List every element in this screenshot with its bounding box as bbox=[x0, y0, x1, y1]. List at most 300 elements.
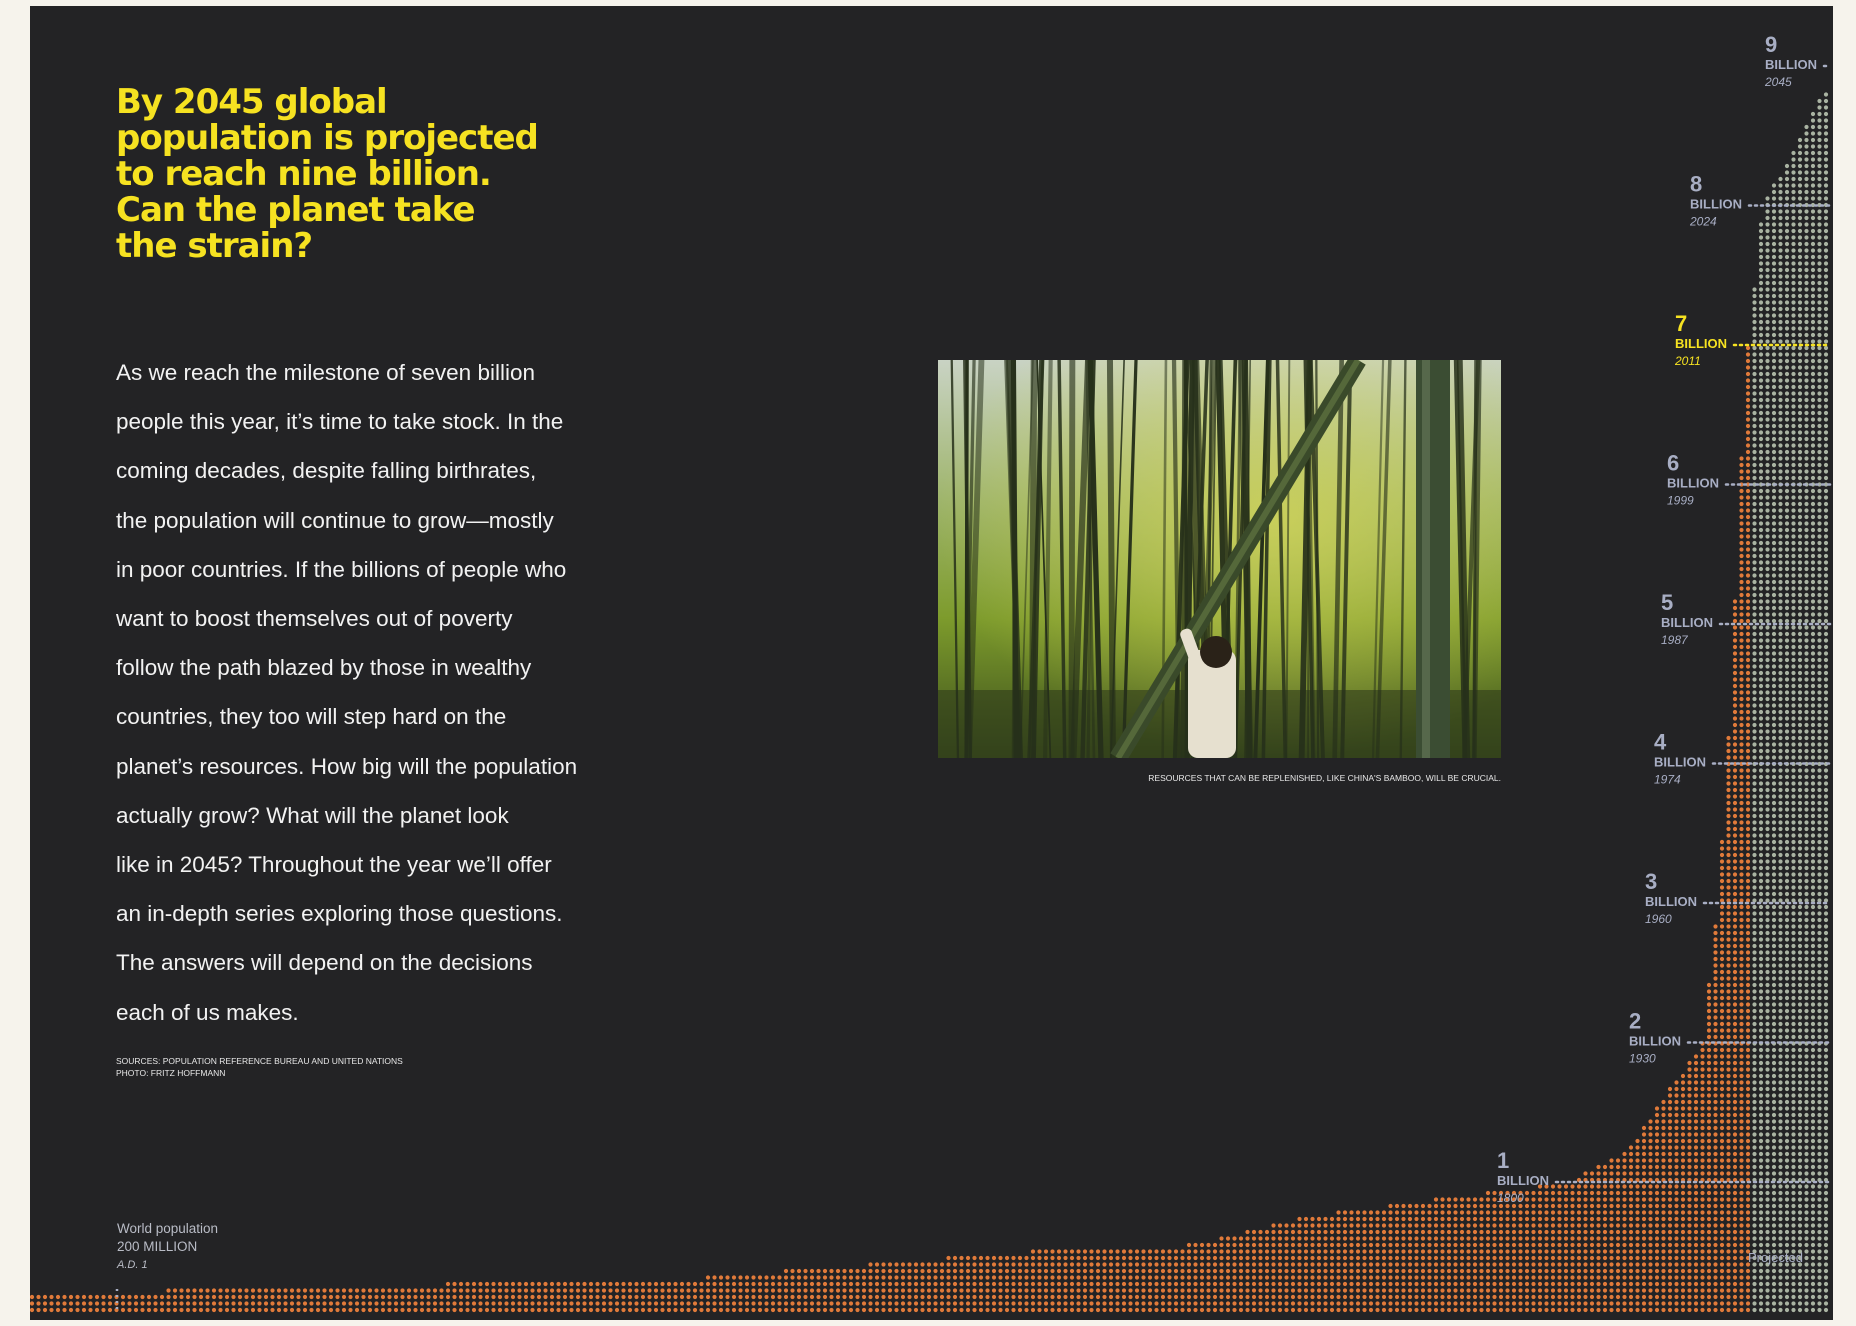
population-dot bbox=[1115, 1282, 1119, 1286]
population-dot bbox=[1811, 404, 1815, 408]
population-dot bbox=[95, 1308, 99, 1312]
population-dot bbox=[1804, 450, 1808, 454]
population-dot bbox=[1791, 411, 1795, 415]
population-dot bbox=[1746, 612, 1750, 616]
population-dot bbox=[1733, 677, 1737, 681]
population-dot bbox=[1759, 365, 1763, 369]
population-dot bbox=[1765, 638, 1769, 642]
population-dot bbox=[1772, 781, 1776, 785]
population-dot bbox=[1616, 1171, 1620, 1175]
population-dot bbox=[1219, 1308, 1223, 1312]
population-dot bbox=[1590, 1308, 1594, 1312]
population-dot bbox=[1739, 599, 1743, 603]
population-dot bbox=[1804, 1132, 1808, 1136]
population-dot bbox=[1752, 547, 1756, 551]
population-dot bbox=[1785, 1061, 1789, 1065]
population-dot bbox=[1603, 1275, 1607, 1279]
population-dot bbox=[1811, 346, 1815, 350]
population-dot bbox=[1518, 1236, 1522, 1240]
population-dot bbox=[972, 1308, 976, 1312]
photo-caption: RESOURCES THAT CAN BE REPLENISHED, LIKE CHINA'S BAMBOO, WILL BE CRUCIAL. bbox=[1148, 773, 1501, 783]
population-dot bbox=[875, 1275, 879, 1279]
population-dot bbox=[1720, 944, 1724, 948]
population-dot bbox=[1687, 1191, 1691, 1195]
population-dot bbox=[1609, 1308, 1613, 1312]
population-dot bbox=[1473, 1262, 1477, 1266]
population-dot bbox=[1778, 1236, 1782, 1240]
population-dot bbox=[1408, 1308, 1412, 1312]
population-dot bbox=[1447, 1269, 1451, 1273]
population-dot bbox=[1739, 710, 1743, 714]
population-dot bbox=[1258, 1262, 1262, 1266]
population-dot bbox=[1726, 1217, 1730, 1221]
population-dot bbox=[459, 1301, 463, 1305]
population-dot bbox=[1700, 1217, 1704, 1221]
population-dot bbox=[1759, 1308, 1763, 1312]
population-dot bbox=[1193, 1288, 1197, 1292]
population-dot bbox=[1804, 534, 1808, 538]
population-dot bbox=[1804, 385, 1808, 389]
population-dot bbox=[1622, 1184, 1626, 1188]
population-dot bbox=[1798, 1217, 1802, 1221]
population-dot bbox=[1785, 1184, 1789, 1188]
population-dot bbox=[1486, 1249, 1490, 1253]
population-dot bbox=[1694, 1223, 1698, 1227]
population-dot bbox=[1024, 1269, 1028, 1273]
population-dot bbox=[218, 1301, 222, 1305]
population-dot bbox=[1629, 1152, 1633, 1156]
population-dot bbox=[1759, 859, 1763, 863]
population-dot bbox=[1752, 1204, 1756, 1208]
population-dot bbox=[1278, 1282, 1282, 1286]
population-dot bbox=[1785, 216, 1789, 220]
population-dot bbox=[992, 1288, 996, 1292]
population-dot bbox=[1232, 1236, 1236, 1240]
population-dot bbox=[1297, 1262, 1301, 1266]
population-dot bbox=[1798, 677, 1802, 681]
population-dot bbox=[1804, 1048, 1808, 1052]
population-dot bbox=[1798, 1087, 1802, 1091]
population-dot bbox=[1258, 1243, 1262, 1247]
population-dot bbox=[1284, 1223, 1288, 1227]
population-dot bbox=[1772, 294, 1776, 298]
population-dot bbox=[1128, 1269, 1132, 1273]
population-dot bbox=[1785, 1074, 1789, 1078]
population-dot bbox=[1804, 398, 1808, 402]
population-dot bbox=[1232, 1275, 1236, 1279]
population-dot bbox=[1733, 996, 1737, 1000]
population-dot bbox=[1791, 593, 1795, 597]
population-dot bbox=[1765, 931, 1769, 935]
population-dot bbox=[992, 1262, 996, 1266]
population-dot bbox=[1141, 1275, 1145, 1279]
population-dot bbox=[1765, 463, 1769, 467]
population-dot bbox=[1739, 957, 1743, 961]
population-dot bbox=[998, 1256, 1002, 1260]
population-dot bbox=[959, 1308, 963, 1312]
population-dot bbox=[1577, 1262, 1581, 1266]
population-dot bbox=[1778, 742, 1782, 746]
population-dot bbox=[1408, 1230, 1412, 1234]
population-dot bbox=[1564, 1262, 1568, 1266]
population-dot bbox=[1635, 1139, 1639, 1143]
population-dot bbox=[1791, 463, 1795, 467]
population-dot bbox=[1642, 1295, 1646, 1299]
population-dot bbox=[1713, 1282, 1717, 1286]
population-dot bbox=[1739, 1022, 1743, 1026]
population-dot bbox=[1720, 879, 1724, 883]
population-dot bbox=[719, 1308, 723, 1312]
population-dot bbox=[1362, 1269, 1366, 1273]
population-dot bbox=[1713, 996, 1717, 1000]
population-dot bbox=[1388, 1236, 1392, 1240]
population-dot bbox=[30, 1308, 34, 1312]
population-dot bbox=[1759, 755, 1763, 759]
population-dot bbox=[1167, 1282, 1171, 1286]
population-dot bbox=[1726, 794, 1730, 798]
population-dot bbox=[810, 1308, 814, 1312]
population-dot bbox=[1811, 1197, 1815, 1201]
population-dot bbox=[1200, 1288, 1204, 1292]
population-dot bbox=[1336, 1288, 1340, 1292]
population-dot bbox=[1629, 1236, 1633, 1240]
population-dot bbox=[1720, 976, 1724, 980]
population-dot bbox=[1759, 495, 1763, 499]
population-dot bbox=[1544, 1210, 1548, 1214]
population-dot bbox=[1239, 1288, 1243, 1292]
population-dot bbox=[1336, 1275, 1340, 1279]
population-dot bbox=[1739, 489, 1743, 493]
population-dot bbox=[1791, 580, 1795, 584]
population-dot bbox=[1252, 1275, 1256, 1279]
population-dot bbox=[1759, 827, 1763, 831]
population-dot bbox=[1759, 736, 1763, 740]
population-dot bbox=[582, 1295, 586, 1299]
population-dot bbox=[1713, 1067, 1717, 1071]
population-dot bbox=[1356, 1217, 1360, 1221]
population-dot bbox=[1804, 885, 1808, 889]
population-dot bbox=[1811, 1184, 1815, 1188]
population-dot bbox=[803, 1282, 807, 1286]
population-dot bbox=[1401, 1262, 1405, 1266]
population-dot bbox=[1804, 742, 1808, 746]
population-dot bbox=[1421, 1282, 1425, 1286]
population-dot bbox=[374, 1288, 378, 1292]
population-dot bbox=[1031, 1262, 1035, 1266]
population-dot bbox=[1765, 359, 1769, 363]
population-dot bbox=[1798, 391, 1802, 395]
population-dot bbox=[1765, 209, 1769, 213]
population-dot bbox=[1778, 937, 1782, 941]
population-dot bbox=[1785, 541, 1789, 545]
population-dot bbox=[1733, 1184, 1737, 1188]
population-dot bbox=[699, 1288, 703, 1292]
population-dot bbox=[1791, 1100, 1795, 1104]
population-dot bbox=[1746, 846, 1750, 850]
population-dot bbox=[810, 1282, 814, 1286]
population-dot bbox=[1798, 411, 1802, 415]
population-dot bbox=[1785, 333, 1789, 337]
population-dot bbox=[1609, 1165, 1613, 1169]
population-dot bbox=[1512, 1236, 1516, 1240]
population-dot bbox=[1401, 1308, 1405, 1312]
population-dot bbox=[1798, 287, 1802, 291]
population-dot bbox=[985, 1275, 989, 1279]
population-dot bbox=[1785, 1223, 1789, 1227]
population-dot bbox=[1544, 1191, 1548, 1195]
population-dot bbox=[1583, 1295, 1587, 1299]
population-dot bbox=[1765, 1100, 1769, 1104]
population-dot bbox=[680, 1288, 684, 1292]
population-dot bbox=[1804, 320, 1808, 324]
population-dot bbox=[199, 1308, 203, 1312]
population-dot bbox=[777, 1295, 781, 1299]
population-dot bbox=[1804, 1165, 1808, 1169]
population-dot bbox=[1174, 1301, 1178, 1305]
population-dot bbox=[628, 1282, 632, 1286]
population-dot bbox=[1551, 1301, 1555, 1305]
population-dot bbox=[387, 1308, 391, 1312]
population-dot bbox=[1076, 1282, 1080, 1286]
population-dot bbox=[127, 1308, 131, 1312]
population-dot bbox=[1570, 1191, 1574, 1195]
population-dot bbox=[1193, 1295, 1197, 1299]
population-dot bbox=[1811, 450, 1815, 454]
population-dot bbox=[1765, 404, 1769, 408]
population-dot bbox=[1726, 970, 1730, 974]
population-dot bbox=[1557, 1301, 1561, 1305]
population-dot bbox=[875, 1301, 879, 1305]
population-dot bbox=[888, 1301, 892, 1305]
population-dot bbox=[1778, 385, 1782, 389]
population-dot bbox=[1720, 950, 1724, 954]
population-dot bbox=[1739, 1288, 1743, 1292]
population-dot bbox=[1752, 326, 1756, 330]
population-dot bbox=[1031, 1282, 1035, 1286]
population-dot bbox=[1759, 359, 1763, 363]
population-dot bbox=[1024, 1308, 1028, 1312]
population-dot bbox=[1609, 1243, 1613, 1247]
population-dot bbox=[1622, 1256, 1626, 1260]
population-dot bbox=[862, 1275, 866, 1279]
population-dot bbox=[1759, 372, 1763, 376]
population-dot bbox=[1434, 1282, 1438, 1286]
population-dot bbox=[1408, 1249, 1412, 1253]
population-dot bbox=[1453, 1308, 1457, 1312]
population-dot bbox=[1798, 970, 1802, 974]
population-dot bbox=[1655, 1256, 1659, 1260]
population-dot bbox=[1791, 664, 1795, 668]
population-dot bbox=[1538, 1217, 1542, 1221]
population-dot bbox=[1629, 1230, 1633, 1234]
population-dot bbox=[1759, 1061, 1763, 1065]
population-dot bbox=[1746, 729, 1750, 733]
population-dot bbox=[1583, 1204, 1587, 1208]
population-dot bbox=[1681, 1145, 1685, 1149]
population-dot bbox=[1778, 326, 1782, 330]
headline: By 2045 global population is projected to reach nine billion. Can the planet take the strain? bbox=[116, 82, 538, 266]
population-dot bbox=[1785, 976, 1789, 980]
population-dot bbox=[758, 1275, 762, 1279]
population-dot bbox=[1759, 658, 1763, 662]
population-dot bbox=[868, 1275, 872, 1279]
population-dot bbox=[647, 1308, 651, 1312]
population-dot bbox=[1102, 1256, 1106, 1260]
population-dot bbox=[1226, 1243, 1230, 1247]
population-dot bbox=[1772, 1080, 1776, 1084]
population-dot bbox=[1570, 1249, 1574, 1253]
population-dot bbox=[446, 1282, 450, 1286]
population-dot bbox=[1720, 1067, 1724, 1071]
population-dot bbox=[1752, 742, 1756, 746]
population-dot bbox=[1720, 1048, 1724, 1052]
population-dot bbox=[1752, 287, 1756, 291]
population-dot bbox=[907, 1308, 911, 1312]
population-dot bbox=[1694, 1119, 1698, 1123]
population-dot bbox=[1681, 1249, 1685, 1253]
population-dot bbox=[1655, 1126, 1659, 1130]
population-dot bbox=[647, 1282, 651, 1286]
population-dot bbox=[1499, 1210, 1503, 1214]
population-dot bbox=[1707, 1080, 1711, 1084]
population-dot bbox=[1622, 1308, 1626, 1312]
population-dot bbox=[1642, 1275, 1646, 1279]
population-dot bbox=[1746, 1145, 1750, 1149]
population-dot bbox=[1765, 528, 1769, 532]
population-dot bbox=[134, 1308, 138, 1312]
population-dot bbox=[1752, 690, 1756, 694]
population-dot bbox=[1746, 703, 1750, 707]
population-dot bbox=[1713, 1061, 1717, 1065]
population-dot bbox=[1700, 1126, 1704, 1130]
population-dot bbox=[1434, 1269, 1438, 1273]
population-dot bbox=[875, 1262, 879, 1266]
population-dot bbox=[1278, 1295, 1282, 1299]
population-dot bbox=[1551, 1210, 1555, 1214]
population-dot bbox=[1785, 385, 1789, 389]
population-dot bbox=[231, 1295, 235, 1299]
population-dot bbox=[1804, 430, 1808, 434]
population-dot bbox=[1557, 1308, 1561, 1312]
population-dot bbox=[1655, 1243, 1659, 1247]
population-dot bbox=[1772, 801, 1776, 805]
population-dot bbox=[1284, 1301, 1288, 1305]
population-dot bbox=[1778, 1158, 1782, 1162]
population-dot bbox=[1408, 1269, 1412, 1273]
population-dot bbox=[1765, 677, 1769, 681]
population-dot bbox=[517, 1282, 521, 1286]
population-dot bbox=[1759, 443, 1763, 447]
population-dot bbox=[1518, 1295, 1522, 1299]
population-dot bbox=[1603, 1256, 1607, 1260]
population-dot bbox=[1798, 1282, 1802, 1286]
population-dot bbox=[1369, 1256, 1373, 1260]
population-dot bbox=[1564, 1223, 1568, 1227]
population-dot bbox=[1674, 1275, 1678, 1279]
population-dot bbox=[1720, 1243, 1724, 1247]
population-dot bbox=[1018, 1288, 1022, 1292]
population-dot bbox=[1720, 1275, 1724, 1279]
population-dot bbox=[1765, 196, 1769, 200]
population-dot bbox=[1746, 1191, 1750, 1195]
population-dot bbox=[1161, 1301, 1165, 1305]
population-dot bbox=[1590, 1184, 1594, 1188]
population-dot bbox=[1427, 1282, 1431, 1286]
population-dot bbox=[1798, 736, 1802, 740]
population-dot bbox=[1440, 1230, 1444, 1234]
population-dot bbox=[1804, 1288, 1808, 1292]
population-dot bbox=[1778, 1269, 1782, 1273]
population-dot bbox=[1785, 892, 1789, 896]
population-dot bbox=[1382, 1243, 1386, 1247]
population-dot bbox=[1434, 1243, 1438, 1247]
population-dot bbox=[777, 1275, 781, 1279]
population-dot bbox=[1759, 1243, 1763, 1247]
population-dot bbox=[1135, 1256, 1139, 1260]
population-dot bbox=[1674, 1230, 1678, 1234]
population-dot bbox=[1024, 1282, 1028, 1286]
population-dot bbox=[1310, 1269, 1314, 1273]
population-dot bbox=[543, 1308, 547, 1312]
population-dot bbox=[1544, 1243, 1548, 1247]
population-dot bbox=[1739, 1269, 1743, 1273]
population-dot bbox=[920, 1301, 924, 1305]
population-dot bbox=[1778, 359, 1782, 363]
population-dot bbox=[1518, 1301, 1522, 1305]
population-dot bbox=[595, 1282, 599, 1286]
population-dot bbox=[1362, 1249, 1366, 1253]
population-dot bbox=[1720, 1184, 1724, 1188]
population-dot bbox=[1661, 1223, 1665, 1227]
population-dot bbox=[1739, 1048, 1743, 1052]
population-dot bbox=[875, 1295, 879, 1299]
population-dot bbox=[1707, 989, 1711, 993]
population-dot bbox=[1076, 1308, 1080, 1312]
population-dot bbox=[1050, 1249, 1054, 1253]
population-dot bbox=[394, 1295, 398, 1299]
population-dot bbox=[550, 1301, 554, 1305]
population-dot bbox=[1661, 1262, 1665, 1266]
population-dot bbox=[1752, 320, 1756, 324]
population-dot bbox=[927, 1275, 931, 1279]
population-dot bbox=[1811, 625, 1815, 629]
population-dot bbox=[1720, 853, 1724, 857]
population-dot bbox=[1804, 456, 1808, 460]
population-dot bbox=[1674, 1204, 1678, 1208]
population-dot bbox=[1330, 1288, 1334, 1292]
population-dot bbox=[1726, 846, 1730, 850]
population-dot bbox=[69, 1295, 73, 1299]
population-dot bbox=[1778, 580, 1782, 584]
population-dot bbox=[1629, 1197, 1633, 1201]
population-dot bbox=[1804, 1061, 1808, 1065]
population-dot bbox=[1746, 424, 1750, 428]
population-dot bbox=[1746, 853, 1750, 857]
population-dot bbox=[1486, 1230, 1490, 1234]
population-dot bbox=[1713, 983, 1717, 987]
population-dot bbox=[1369, 1288, 1373, 1292]
population-dot bbox=[1772, 313, 1776, 317]
population-dot bbox=[1804, 352, 1808, 356]
population-dot bbox=[1713, 1217, 1717, 1221]
population-dot bbox=[1791, 1132, 1795, 1136]
population-dot bbox=[1395, 1217, 1399, 1221]
population-dot bbox=[1798, 508, 1802, 512]
population-dot bbox=[1752, 736, 1756, 740]
population-dot bbox=[1713, 989, 1717, 993]
population-dot bbox=[1219, 1288, 1223, 1292]
population-dot bbox=[1772, 807, 1776, 811]
